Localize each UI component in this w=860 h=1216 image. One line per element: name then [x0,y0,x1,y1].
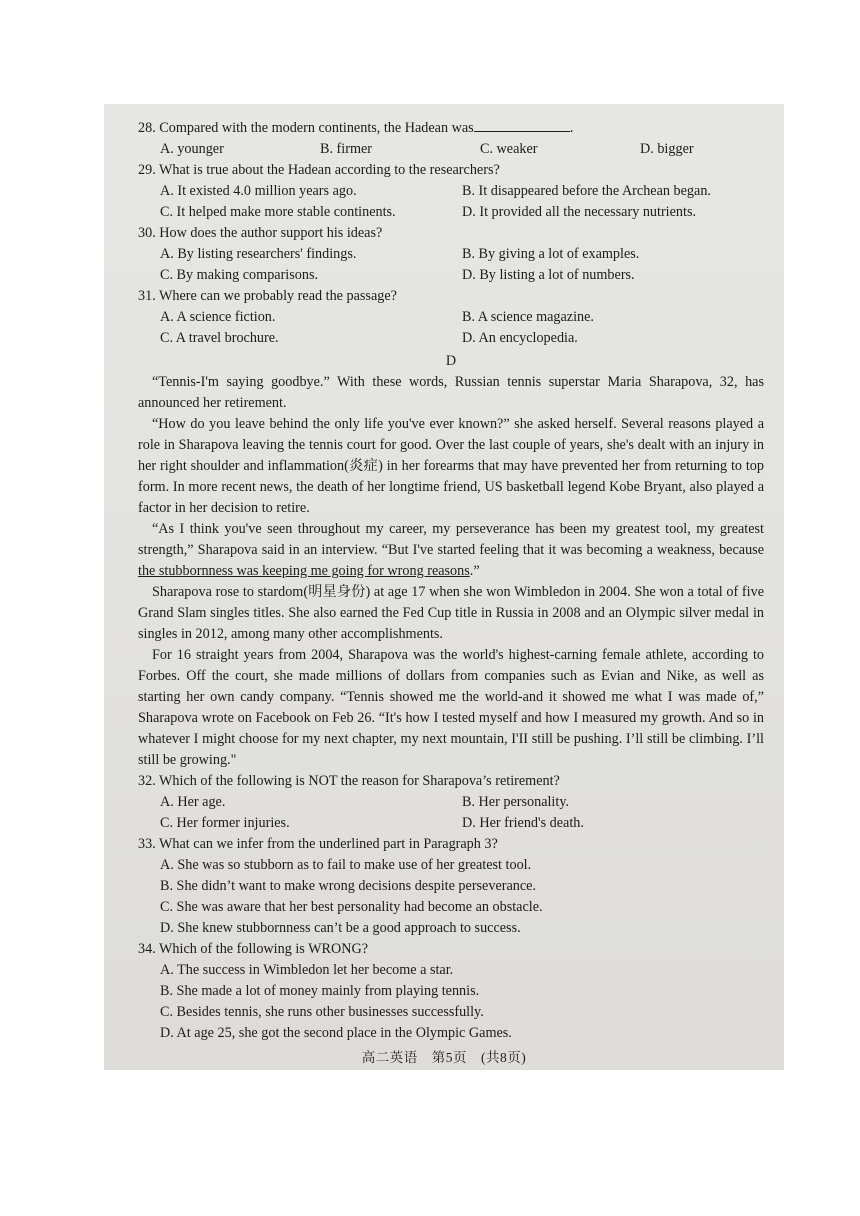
q31-options [138,307,764,349]
underlined-part: the stubbornness was keeping me going for wrong reasons [138,563,470,579]
q28-options [138,139,764,160]
q33-option-c: C. She was aware that her best personality had become an obstacle. [160,899,543,915]
question-34: 34. Which of the following is WRONG? [138,941,368,957]
passage-paragraph-2: “How do you leave behind the only life you've ever known?” she asked herself. Several reasons played a role in Sharapova leaving the tennis court for good. Over the last couple of years, she's dealt with an injury in her right shoulder and inflammation(炎症) in her forearms that may have prevented her from returning to top form. In more recent news, the death of her longtime friend, US basketball legend Kobe Bryant, also played a factor in her decision to retire. [138,416,764,516]
q31-option-a: A. A science fiction. [160,309,276,325]
q29-option-d: D. It provided all the necessary nutrients. [462,204,697,220]
passage-paragraph-4: Sharapova rose to stardom(明星身份) at age 17 when she won Wimbledon in 2004. She won a total of five Grand Slam singles titles. She also earned the Fed Cup title in Russia in 2008 and an Olympic silver medal in singles in 2012, among many other accomplishments. [138,584,764,642]
q33-option-a: A. She was so stubborn as to fail to make use of her greatest tool. [160,857,532,873]
question-29: 29. What is true about the Hadean according to the researchers? [138,162,500,178]
passage-paragraph-3: “As I think you've seen throughout my career, my perseverance has been my greatest tool, my greatest strength,” Sharapova said in an interview. “But I've started feeling that it was becoming a weakness, because the stubbornness was keeping me going for wrong reasons.” [138,521,764,579]
q33-options [138,855,764,939]
q32-option-a: A. Her age. [160,794,226,810]
q33-option-b: B. She didn’t want to make wrong decisions despite perseverance. [160,878,537,894]
q30-option-d: D. By listing a lot of numbers. [462,267,635,283]
question-32: 32. Which of the following is NOT the reason for Sharapova’s retirement? [138,773,560,789]
q28-option-b: B. firmer [320,141,373,157]
q30-option-c: C. By making comparisons. [160,267,319,283]
q28-option-c: C. weaker [480,141,538,157]
q34-options [138,960,764,1044]
passage-paragraph-5: For 16 straight years from 2004, Sharapova was the world's highest-carning female athlete, according to Forbes. Off the court, she made millions of dollars from companies such as Evian and Nike, as well as starting her own candy company. “Tennis showed me the world-and it showed me what I was made of,” Sharapova wrote on Facebook on Feb 26. “It's how I tested myself and how I measured my growth. And so in whatever I might choose for my next chapter, my next mountain, I'II still be pushing. I’ll still be climbing. I’ll still be growing." [138,647,764,768]
exam-page-photo [104,104,784,1070]
section-heading: D [445,353,457,369]
question-33: 33. What can we infer from the underlined part in Paragraph 3? [138,836,498,852]
exam-content [138,118,764,1044]
q31-option-c: C. A travel brochure. [160,330,279,346]
q31-option-b: B. A science magazine. [462,309,594,325]
passage-paragraph-1: “Tennis-I'm saying goodbye.” With these words, Russian tennis superstar Maria Sharapova, 32, has announced her retirement. [138,374,764,411]
q34-option-b: B. She made a lot of money mainly from playing tennis. [160,983,480,999]
page-footer: 高二英语 第5页 (共8页) [361,1050,527,1065]
q28-option-a: A. younger [160,141,224,157]
q34-option-a: A. The success in Wimbledon let her become a star. [160,962,454,978]
q33-option-d: D. She knew stubbornness can’t be a good approach to success. [160,920,521,936]
q29-options [138,181,764,223]
q29-option-a: A. It existed 4.0 million years ago. [160,183,357,199]
question-31: 31. Where can we probably read the passage? [138,288,397,304]
q34-option-c: C. Besides tennis, she runs other businesses successfully. [160,1004,484,1020]
question-30: 30. How does the author support his ideas? [138,225,383,241]
q28-option-d: D. bigger [640,141,694,157]
q34-option-d: D. At age 25, she got the second place in the Olympic Games. [160,1025,512,1041]
q32-option-d: D. Her friend's death. [462,815,584,831]
q29-option-c: C. It helped make more stable continents. [160,204,396,220]
q29-option-b: B. It disappeared before the Archean began. [462,183,711,199]
q32-options [138,792,764,834]
q30-option-b: B. By giving a lot of examples. [462,246,640,262]
q32-option-b: B. Her personality. [462,794,570,810]
answer-blank [474,118,570,132]
q30-option-a: A. By listing researchers' findings. [160,246,357,262]
question-28: 28. Compared with the modern continents, the Hadean was . [138,120,574,136]
q31-option-d: D. An encyclopedia. [462,330,578,346]
q32-option-c: C. Her former injuries. [160,815,290,831]
q30-options [138,244,764,286]
